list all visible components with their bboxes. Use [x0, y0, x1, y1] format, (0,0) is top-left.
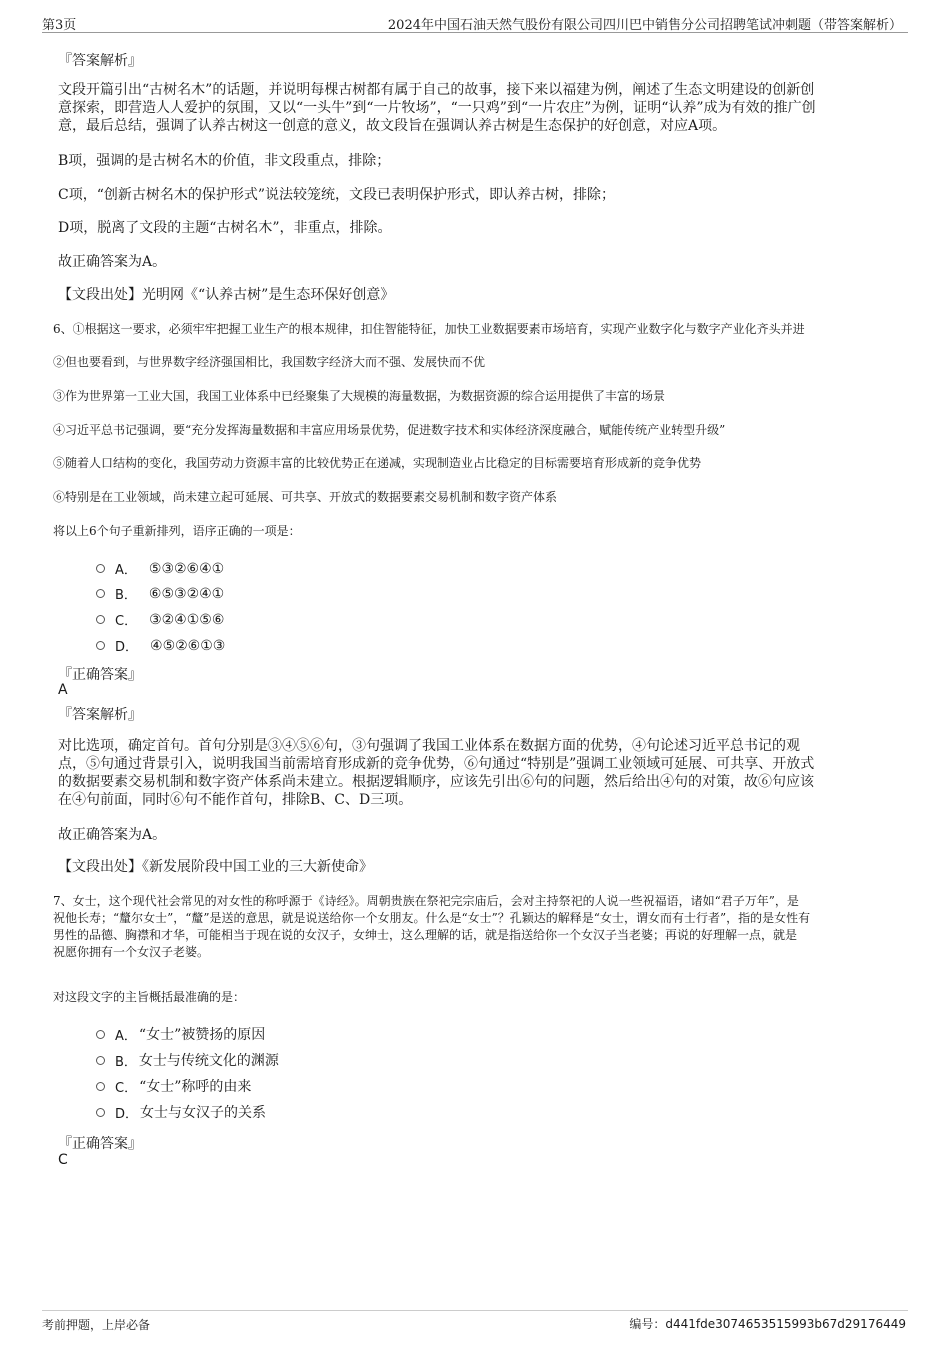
q7-option-d[interactable]: D． 女士与女汉子的关系	[96, 1102, 266, 1122]
q6-analysis-paragraph	[58, 737, 814, 809]
footer-divider	[42, 1310, 908, 1311]
radio-icon[interactable]	[96, 1030, 105, 1039]
q5-analysis-b: B项，强调的是古树名木的价值，非文段重点，排除；	[58, 153, 391, 169]
q5-analysis-line: 意探索，即营造人人爱护的氛围，又以“一头牛”到“一片牧场”，“一只鸡”到“一片农庄”为例，证明“认养”成为有效的推广创	[58, 100, 816, 116]
q6-sentence-1: 6、①根据这一要求，必须牢牢把握工业生产的根本规律，扣住智能特征，加快工业数据要素市场培育，实现产业数字化与数字产业化齐头并进	[53, 322, 805, 336]
document-title: 2024年中国石油天然气股份有限公司四川巴中销售分公司招聘笔试冲刺题（带答案解析）	[387, 18, 902, 33]
q7-prompt: 对这段文字的主旨概括最准确的是：	[53, 990, 246, 1004]
q6-option-a[interactable]: A． ⑤③②⑥④①	[96, 559, 224, 578]
header-divider	[42, 32, 908, 33]
q7-stem-line: 祝愿你拥有一个女汉子老婆。	[53, 945, 210, 959]
q7-answer: C	[58, 1152, 68, 1168]
q6-analysis-line: 的数据要素交易机制和数字资产体系尚未建立。根据逻辑顺序，应该先引出⑥句的问题，然后给出④句的对策，故⑥句应该	[58, 774, 814, 790]
q6-answer-label: 『正确答案』	[58, 667, 142, 683]
radio-icon[interactable]	[96, 641, 105, 650]
q6-sentence-5: ⑤随着人口结构的变化，我国劳动力资源丰富的比较优势正在递减，实现制造业占比稳定的目标需要培育形成新的竞争优势	[53, 456, 702, 470]
q5-analysis-d: D项，脱离了文段的主题“古树名木”，非重点，排除。	[58, 220, 392, 236]
q6-source: 【文段出处】《新发展阶段中国工业的三大新使命》	[58, 859, 373, 875]
page-number: 第3页	[42, 18, 77, 33]
q5-analysis-line: 文段开篇引出“古树名木”的话题，并说明每棵古树都有属于自己的故事，接下来以福建为例，阐述了生态文明建设的创新创	[58, 82, 815, 98]
q6-option-c[interactable]: C． ③②④①⑤⑥	[96, 610, 224, 629]
q6-analysis-line: 对比选项，确定首句。首句分别是③④⑤⑥句，③句强调了我国工业体系在数据方面的优势，④句论述习近平总书记的观	[58, 738, 800, 754]
q5-analysis-paragraph	[58, 81, 816, 135]
document-id: 编号：d441fde3074653515993b67d29176449	[629, 1317, 906, 1331]
q5-conclusion: 故正确答案为A。	[58, 254, 167, 270]
q7-stem-line: 男性的品德、胸襟和才华，可能相当于现在说的女汉子，女绅士，这么理解的话，就是指送给你一个女汉子当老婆；再说的好理解一点，就是	[53, 928, 798, 942]
q6-option-d[interactable]: D． ④⑤②⑥①③	[96, 636, 225, 655]
q5-analysis-c: C项，“创新古树名木的保护形式”说法较笼统，文段已表明保护形式，即认养古树，排除；	[58, 187, 616, 203]
q7-option-c[interactable]: C． “女士”称呼的由来	[96, 1076, 251, 1096]
radio-icon[interactable]	[96, 589, 105, 598]
radio-icon[interactable]	[96, 564, 105, 573]
q6-analysis-line: 在④句前面，同时⑥句不能作首句，排除B、C、D三项。	[58, 792, 413, 808]
q5-analysis-line: 意，最后总结，强调了认养古树这一创意的意义，故文段旨在强调认养古树是生态保护的好创意，对应A项。	[58, 118, 727, 134]
q7-option-b[interactable]: B． 女士与传统文化的渊源	[96, 1050, 279, 1070]
q6-answer: A	[58, 682, 68, 698]
q6-sentence-6: ⑥特别是在工业领域，尚未建立起可延展、可共享、开放式的数据要素交易机制和数字资产体系	[53, 490, 558, 504]
footer-slogan: 考前押题，上岸必备	[42, 1318, 151, 1332]
q6-sentence-4: ④习近平总书记强调，要“充分发挥海量数据和丰富应用场景优势，促进数字技术和实体经济深度融合，赋能传统产业转型升级”	[53, 423, 726, 437]
q5-source: 【文段出处】光明网《“认养古树”是生态环保好创意》	[58, 287, 395, 303]
q6-option-b[interactable]: B． ⑥⑤③②④①	[96, 584, 224, 603]
q6-prompt: 将以上6个句子重新排列，语序正确的一项是：	[53, 524, 301, 538]
q6-analysis-label: 『答案解析』	[58, 707, 142, 723]
q7-stem	[53, 893, 810, 961]
q7-stem-line: 祝他长寿；“釐尔女士”，“釐”是送的意思，就是说送给你一个女朋友。什么是“女士”？孔颖达的解释是“女士，谓女而有士行者”，指的是女性有	[53, 911, 811, 925]
radio-icon[interactable]	[96, 1108, 105, 1117]
q7-answer-label: 『正确答案』	[58, 1136, 142, 1152]
q6-conclusion: 故正确答案为A。	[58, 827, 167, 843]
q5-analysis-label: 『答案解析』	[58, 53, 142, 69]
radio-icon[interactable]	[96, 1056, 105, 1065]
q7-stem-line: 7、女士，这个现代社会常见的对女性的称呼源于《诗经》。周朝贵族在祭祀完宗庙后，会对主持祭祀的人说一些祝福语，诸如“君子万年”，是	[53, 894, 799, 908]
q6-sentence-2: ②但也要看到，与世界数字经济强国相比，我国数字经济大而不强、发展快而不优	[53, 355, 486, 369]
q6-sentence-3: ③作为世界第一工业大国，我国工业体系中已经聚集了大规模的海量数据，为数据资源的综合运用提供了丰富的场景	[53, 389, 666, 403]
radio-icon[interactable]	[96, 615, 105, 624]
radio-icon[interactable]	[96, 1082, 105, 1091]
q7-option-a[interactable]: A． “女士”被赞扬的原因	[96, 1024, 265, 1044]
q6-analysis-line: 点，⑤句通过背景引入，说明我国当前需培育形成新的竞争优势，⑥句通过“特别是”强调工业领域可延展、可共享、开放式	[58, 756, 815, 772]
